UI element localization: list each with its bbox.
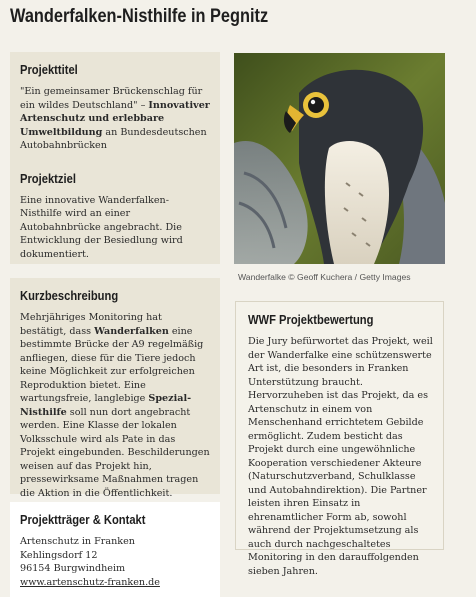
kurzbeschreibung-box — [10, 278, 220, 499]
wwf-text: Die Jury befürwortet das Projekt, weil der Wanderfalke eine schützenswerte Art ist, die besonders in Franken Unterstützung braucht. Hervorzuheben ist das Projekt, da es Artenschutz in einem von Menschenhand errichtetem Gebilde ermöglicht. Zudem besticht das Projekt durch eine ungewöhnliche Kooperation verschiedener Akteure (Naturschutzverband, Schulklasse und Autobahndirektion). Die Partner leisten ihren Einsatz in ehrenamtlicher Form ab, sowohl während der Projektumsetzung als auch durch nachgeschaltetes Monitoring in den darauffolgenden sieben Jahren. — [248, 336, 433, 577]
kurz-b2: Spezial-Nisthilfe — [20, 393, 192, 418]
projektziel-text: Eine innovative Wanderfalken-Nisthilfe wird an einer Autobahnbrücke angebracht. Die Entwicklung der Besiedlung wird dokumentiert. — [20, 194, 183, 260]
page-title: Wanderfalken-Nisthilfe in Pegnitz — [10, 6, 269, 27]
projekttitel-rest: an Bundesdeutschen Autobahnbrücken — [20, 126, 207, 151]
contact-name: Artenschutz in Franken — [20, 536, 135, 547]
photo-caption: Wanderfalke © Geoff Kuchera / Getty Images — [238, 272, 411, 282]
falcon-photo — [234, 53, 445, 264]
projekttitel-bold: Innovativer Artenschutz und erlebbare Umweltbildung — [20, 99, 210, 138]
wwf-evaluation-box — [235, 301, 444, 577]
wwf-heading: WWF Projektbewertung — [248, 312, 374, 327]
contact-box — [10, 502, 220, 597]
kurz-p3: soll nun dort angebracht werden. Eine Klasse der lokalen Volksschule wird als Pate in das Projekt eingebunden. Beschilderungen weisen auf das Projekt hin, pressewirksame Maßnahmen tragen die Aktion in die Öffentlichkeit. — [20, 406, 210, 499]
contact-address — [20, 535, 210, 589]
kurz-p1: Mehrjähriges Monitoring hat bestätigt, dass — [20, 312, 162, 337]
falcon-illustration — [234, 53, 445, 264]
project-info-box — [10, 52, 220, 264]
projekttitel-quote: "Ein gemeinsamer Brückenschlag für ein wildes Deutschland" – — [20, 86, 203, 111]
projektziel-heading: Projektziel — [20, 170, 76, 186]
kurzbeschreibung-heading: Kurzbeschreibung — [20, 288, 119, 303]
contact-website-link[interactable]: www.artenschutz-franken.de — [20, 576, 160, 588]
projekttitel-text — [20, 85, 210, 153]
contact-city: 96154 Burgwindheim — [20, 563, 126, 574]
kurz-p2: eine bestimmte Brücke der A9 regelmäßig anfliegen, diese für die Tiere jedoch keine Möglichkeit zur erfolgreichen Reproduktion bietet. Eine wartungsfreie, langlebige — [20, 325, 204, 404]
contact-street: Kehlingsdorf 12 — [20, 549, 98, 561]
projekttitel-heading: Projekttitel — [20, 62, 78, 77]
kurz-b1: Wanderfalken — [94, 325, 169, 337]
traeger-heading: Projektträger & Kontakt — [20, 512, 146, 527]
kurzbeschreibung-text — [20, 311, 210, 500]
